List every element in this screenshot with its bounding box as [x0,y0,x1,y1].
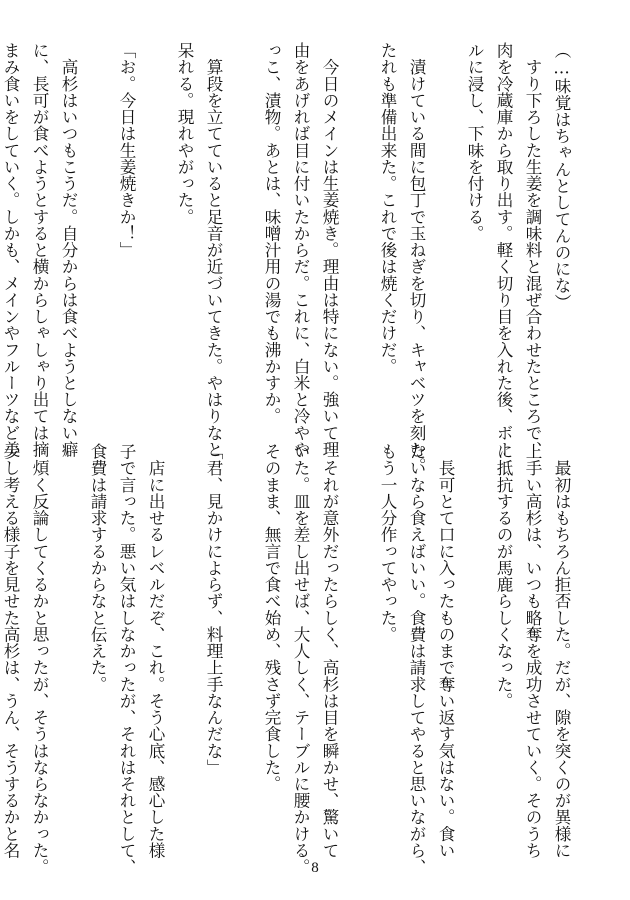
page-number: 8 [311,860,319,876]
bottom-text-block: 最初はもちろん拒否した。だが、隙を突くのが異様に 上手い高杉は、いつも略奪を成功させていく。そのうち に抵抗するのが馬鹿らしくなった。 長可とて口に入ったものまで奪い返す気はない。食い たいなら食えばいい。食費は請求してやると思いながら、 もう一人分作ってやった。 それが意外だったらしく、高杉は目を瞬かせ、驚いて いた。皿を差し出せば、大人しく、テーブルに腰かける。 そのまま、無言で食べ始め、残さず完食した。 「君、見かけによらず、料理上手なんだな」 店に出せるレベルだぞ、これ。そう心底、感心した様 子で言った。悪い気はしなかったが、それはそれとして、 食費は請求するからなと伝えた。 煩く反論してくるかと思ったが、そうはならなかった。 少し考える様子を見せた高杉は、うん、そうするかと名 [1,443,571,876]
top-text-block: （…味覚はちゃんとしてんのにな） すり下ろした生姜を調味料と混ぜ合わせたところで、 肉を冷蔵庫から取り出す。軽く切り目を入れた後、ボー ルに浸し、下味を付ける。 漬けている間に包丁で玉ねぎを切り、キャベツを刻む。 たれも準備出来た。これで後は焼くだけだ。 今日のメインは生姜焼き。理由は特にない。強いて理 由をあげれば目に付いたからだ。これに、白米と冷やや っこ、漬物。あとは、味噌汁用の湯でも沸かすか。 算段を立てていると足音が近づいてきた。やはりなと 呆れる。現れやがった。 「お。今日は生姜焼きか！」 高杉はいつもこうだ。自分からは食べようとしない癖 に、長可が食べようとすると横からしゃしゃり出ては摘 まみ食いをしていく。しかも、メインやフルーツなど美 [1,42,571,475]
